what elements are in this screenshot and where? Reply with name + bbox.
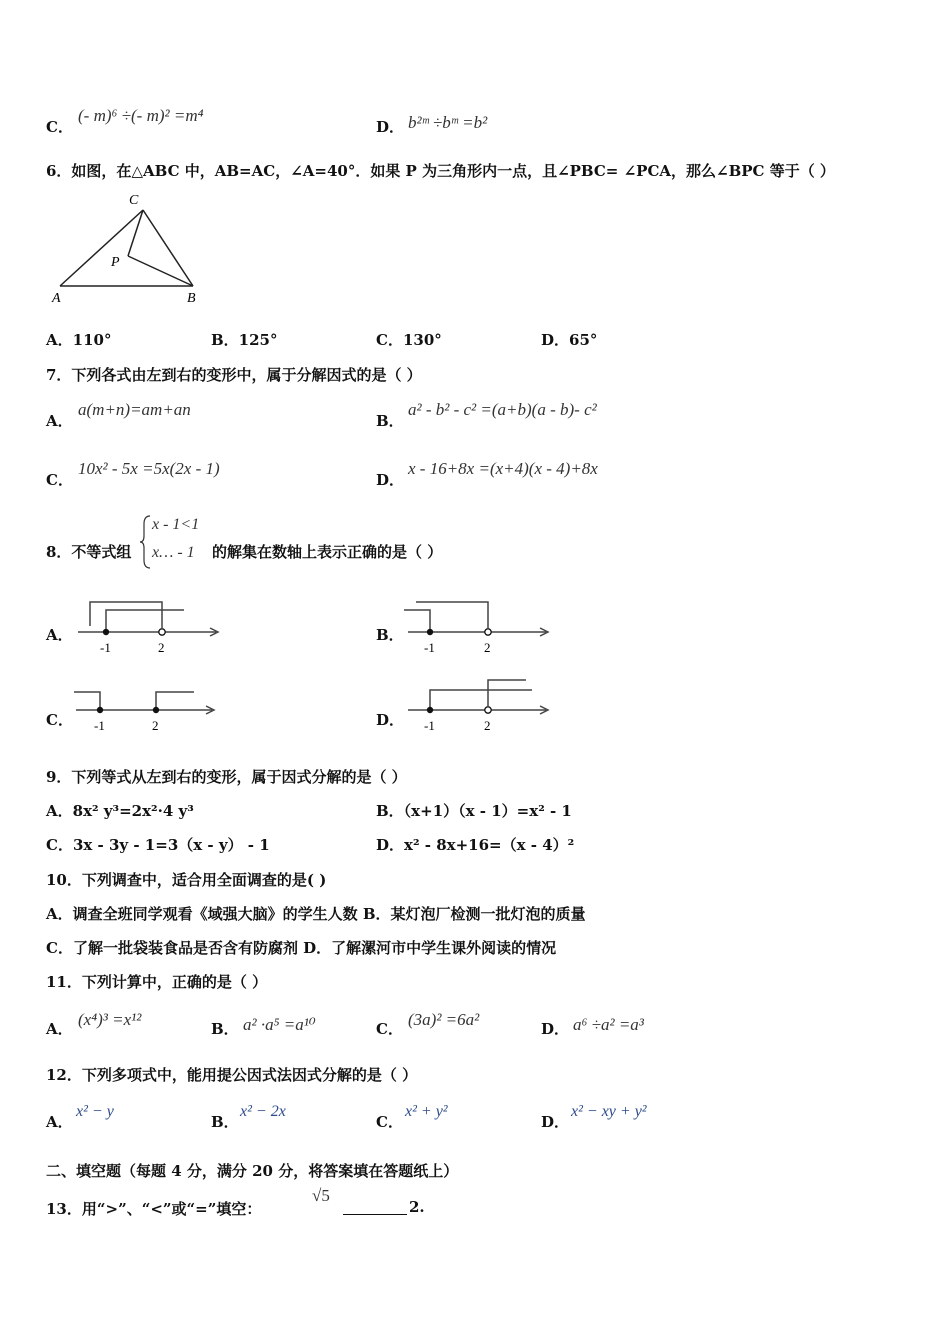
q12-option-b-label: B． — [211, 1113, 239, 1131]
q8-b-tick-2: 2 — [484, 640, 491, 655]
q8-a-tick-2: 2 — [158, 640, 165, 655]
q11-stem: 11．下列计算中，正确的是（ ） — [46, 973, 268, 991]
q9-option-d: D．x² - 8x+16=（x - 4）² — [376, 836, 575, 854]
q7-option-a-label: A． — [46, 412, 73, 430]
q8-d-tick-2: 2 — [484, 718, 491, 733]
q12-stem: 12．下列多项式中，能用提公因式法因式分解的是（ ） — [46, 1066, 418, 1084]
q6-vertex-b: B — [187, 291, 196, 306]
q5-option-d-expression: b²ᵐ ÷bᵐ =b² — [408, 113, 488, 132]
q7-option-d-expression: x - 16+8x =(x+4)(x - 4)+8x — [408, 459, 598, 478]
q10-stem: 10．下列调查中，适合用全面调查的是( ) — [46, 871, 327, 889]
q11-option-b-label: B． — [211, 1020, 239, 1038]
q6-point-p: P — [111, 255, 120, 270]
q12-option-c-label: C． — [376, 1113, 403, 1131]
q12-option-a-label: A． — [46, 1113, 73, 1131]
q8-option-c-label: C． — [46, 711, 73, 729]
q10-options-ab: A．调查全班同学观看《域强大脑》的学生人数 B．某灯泡厂检测一批灯泡的质量 — [46, 905, 586, 923]
q8-inequality-1: x - 1<1 — [152, 516, 200, 533]
q7-option-d-label: D． — [376, 471, 405, 489]
q5-option-d-label: D． — [376, 118, 405, 136]
q7-option-c-expression: 10x² - 5x =5x(2x - 1) — [78, 459, 220, 478]
q8-c-tick-2: 2 — [152, 718, 159, 733]
q12-option-c-expression: x² + y² — [405, 1103, 448, 1120]
q8-stem-suffix: 的解集在数轴上表示正确的是（ ） — [212, 543, 443, 561]
q13-stem: 13．用“>”、“<”或“=”填空： — [46, 1200, 262, 1218]
q8-d-tick-minus-1: -1 — [424, 718, 435, 733]
q9-option-c: C．3x - 3y - 1=3（x - y） - 1 — [46, 836, 270, 854]
q8-option-b-number-line — [400, 596, 560, 658]
q11-option-c-label: C． — [376, 1020, 403, 1038]
q13-answer-blank[interactable] — [343, 1200, 407, 1215]
q8-option-d-number-line — [400, 674, 560, 746]
q9-option-a: A．8x² y³=2x²·4 y³ — [46, 802, 194, 820]
q12-option-b-expression: x² − 2x — [240, 1103, 286, 1120]
q12-option-d-label: D． — [541, 1113, 570, 1131]
q7-option-c-label: C． — [46, 471, 73, 489]
q11-option-b-expression: a² ·a⁵ =a¹⁰ — [243, 1015, 316, 1034]
q8-b-tick-minus-1: -1 — [424, 640, 435, 655]
q6-vertex-c: C — [129, 193, 139, 208]
q9-option-b: B．（x+1）（x - 1）=x² - 1 — [376, 802, 572, 820]
q6-option-b: B．125° — [211, 331, 278, 349]
q5-option-c-expression: (- m)⁶ ÷(- m)² =m⁴ — [78, 106, 204, 125]
q11-option-d-expression: a⁶ ÷a² =a³ — [573, 1015, 644, 1034]
q8-option-a-label: A． — [46, 626, 73, 644]
q5-option-c-label: C． — [46, 118, 73, 136]
q8-option-b-label: B． — [376, 626, 404, 644]
q8-stem-prefix: 8．不等式组 — [46, 543, 132, 561]
q10-options-cd: C．了解一批袋装食品是否含有防腐剂 D．了解漯河市中学生课外阅读的情况 — [46, 939, 557, 957]
q7-stem: 7．下列各式由左到右的变形中，属于分解因式的是（ ） — [46, 366, 422, 384]
q8-inequality-2: x… - 1 — [152, 544, 195, 561]
q7-option-a-expression: a(m+n)=am+an — [78, 400, 191, 419]
q11-option-c-expression: (3a)² =6a² — [408, 1010, 480, 1029]
q11-option-a-expression: (x⁴)³ =x¹² — [78, 1010, 142, 1029]
q6-option-d: D．65° — [541, 331, 598, 349]
q11-option-d-label: D． — [541, 1020, 570, 1038]
q8-option-c-number-line — [70, 684, 230, 746]
q7-option-b-label: B． — [376, 412, 404, 430]
q9-stem: 9．下列等式从左到右的变形，属于因式分解的是（ ） — [46, 768, 407, 786]
section-2-title: 二、填空题（每题 4 分，满分 20 分，将答案填在答题纸上） — [46, 1162, 459, 1180]
q6-option-a: A．110° — [46, 331, 112, 349]
q13-tail: 2. — [409, 1198, 425, 1216]
q13-sqrt-5: √5 — [312, 1186, 330, 1205]
q8-c-tick-minus-1: -1 — [94, 718, 105, 733]
q6-vertex-a: A — [52, 291, 61, 306]
q12-option-d-expression: x² − xy + y² — [571, 1103, 647, 1120]
q6-option-c: C．130° — [376, 331, 442, 349]
q11-option-a-label: A． — [46, 1020, 73, 1038]
q8-system-brace — [140, 514, 152, 570]
q8-option-a-number-line — [70, 596, 230, 658]
q7-option-b-expression: a² - b² - c² =(a+b)(a - b)- c² — [408, 400, 597, 419]
q6-triangle-figure — [50, 190, 210, 310]
q12-option-a-expression: x² − y — [76, 1103, 114, 1120]
q8-a-tick-minus-1: -1 — [100, 640, 111, 655]
q6-stem: 6．如图，在△ABC 中，AB=AC，∠A=40°．如果 P 为三角形内一点，且∠PBC= ∠PCA，那么∠BPC 等于（ ） — [46, 162, 835, 180]
q8-option-d-label: D． — [376, 711, 405, 729]
